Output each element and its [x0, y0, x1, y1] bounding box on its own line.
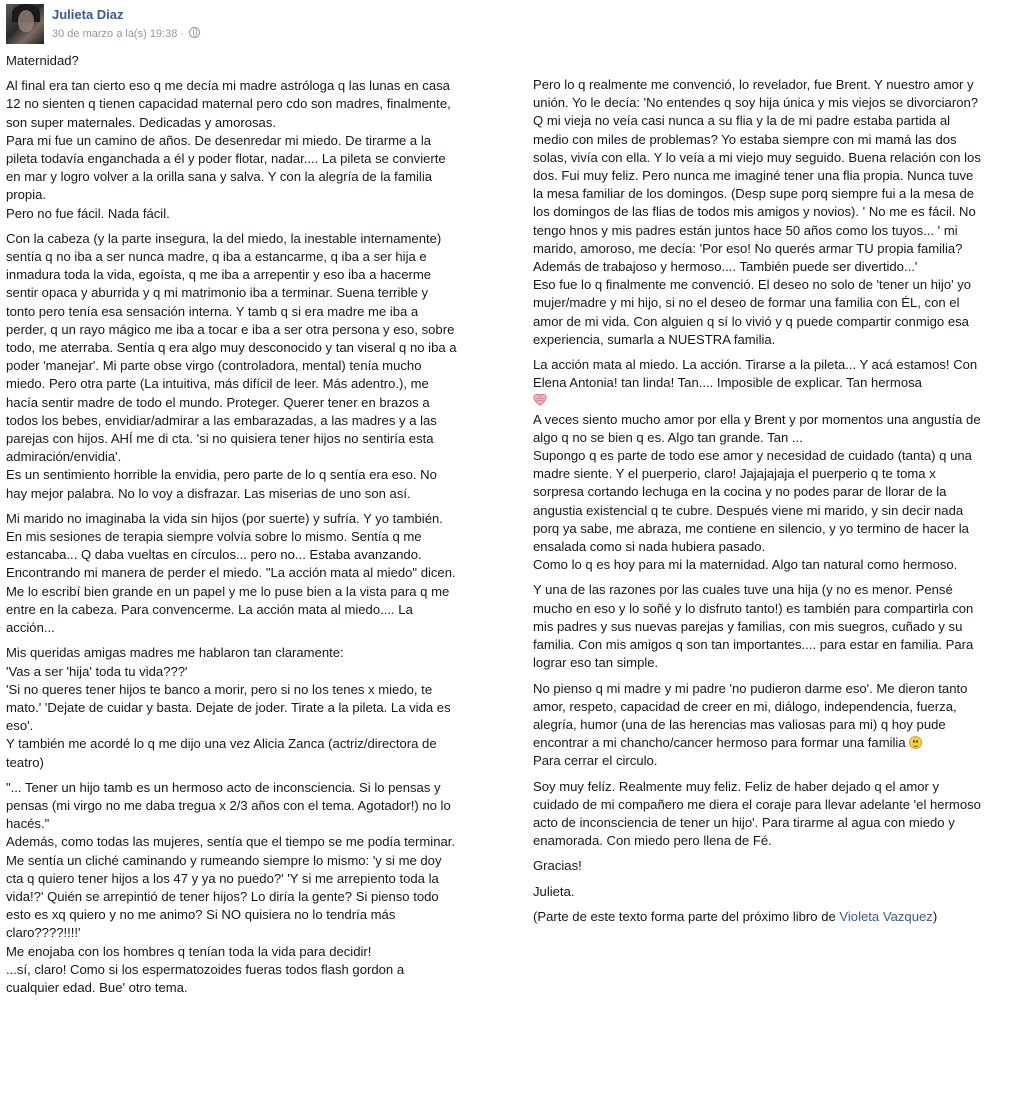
paragraph: Gracias! — [533, 858, 582, 874]
post-meta — [52, 27, 200, 40]
post-header — [6, 2, 606, 46]
paragraph: Pero lo q realmente me convenció, lo revelador, fue Brent. Y nuestro amor y unión. Yo le decía: 'No entendes q soy hija única y mis viejos se divorciaron? Q mi vieja no veía casi nunca a su flia y la de mi padre estaba partida al medio con miles de problemas? Yo estaba siempre con mi mamá las dos solas, vivía con ella. Y lo veía a mi viejo muy seguido. Buena relación con los dos. Fui muy feliz. Pero nunca me imaginé tener una flia propia. Nunca tuve la mesa familiar de los domingos. (Desp supe porq siempre fui a la mesa de los domingos de las flias de todos mis amigos y novios). ' No me es fácil. No tengo hnos y mis padres están juntos hace 50 años como los tuyos... ' mi marido, amoroso, me decía: 'Por eso! No querés armar TU propia familia? Además de trabajoso y hermoso.... También puede ser divertido...' Eso fue lo q finalmente me convenció. El deseo no solo de 'tener un hijo' yo mujer/madre y mi hijo, si no el deseo de formar una familia con ÉL, con el amor de mi vida. Con alguien q sí lo vivió y q puede compartir conmigo esa experiencia, sumarla a NUESTRA familia. — [533, 77, 981, 347]
paragraph: Soy muy felíz. Realmente muy feliz. Feliz de haber dejado q el amor y cuidado de mi compañero me diera el coraje para llevar adelante 'el hermoso acto de inconsciencia de tener un hijo'. Para tirarme al agua con miedo y enamorada. Con miedo pero llena de Fé. — [533, 778, 981, 849]
signature: Julieta. — [533, 883, 575, 899]
globe-icon[interactable] — [189, 27, 200, 38]
paragraph: "... Tener un hijo tamb es un hermoso acto de inconsciencia. Si lo pensas y pensas (mi virgo no me daba tregua x 2/3 años con el tema. Agotador!) no lo hacés." Además, como todas las mujeres, sentía que el tiempo se me podía terminar. Me sentía un cliché caminando y rumeando siempre lo mismo: 'y si me doy cta q quiero tener hijos a los 47 y ya no puedo?' 'Y si me arrepiento toda la vida!?' Quién se arrepintió de tener hijos? Lo diría la gente? Si pienso todo esto es xq quiero y no me animo? Si NO quisiera no lo tendría más claro????!!!!' Me enojaba con los hombres q tenían toda la vida para decidir! ...sí, claro! Como si los espermatozoides fueras todos flash gordon a cualquier edad. Bue' otro tema. — [6, 779, 456, 995]
author-name-link[interactable]: Julieta Diaz — [52, 7, 124, 22]
mention-link[interactable]: Violeta Vazquez — [839, 908, 933, 924]
smiley-emoji-icon — [909, 736, 922, 749]
paragraph-with-emoji — [533, 680, 985, 771]
paragraph-with-link — [533, 908, 985, 926]
post-timestamp[interactable]: 30 de marzo a la(s) 19:38 — [52, 28, 178, 40]
post-body-left-column — [6, 52, 458, 1004]
post-body-right-column — [533, 76, 985, 933]
paragraph: Al final era tan cierto eso q me decía mi madre astróloga q las lunas en casa 12 no sienten q tienen capacidad maternal pero cdo son madres, finalmente, son super maternales. Dedicadas y amorosas. Para mi fue un camino de años. De desenredar mi miedo. De tirarme a la pileta todavía enganchada a él y poder flotar, nadar.... La pileta se convierte en mar y logro volver a la orilla sana y salva. Y con la alegría de la familia propia. Pero no fue fácil. Nada fácil. — [6, 78, 451, 221]
paragraph: Mis queridas amigas madres me hablaron tan claramente: 'Vas a ser 'hija' toda tu vida???' 'Si no queres tener hijos te banco a morir, pero si no los tenes x miedo, te mato.' 'Dejate de cuidar y basta. Dejate de joder. Tirate a la pileta. La vida es eso'. Y también me acordé lo q me dijo una vez Alicia Zanca (actriz/directora de teatro) — [6, 645, 451, 770]
paragraph: Mi marido no imaginaba la vida sin hijos (por suerte) y sufría. Y yo también. En mis sesiones de terapia siempre volvía sobre lo mismo. Sentía q me estancaba... Q daba vueltas en círculos... pero no... Estaba avanzando. Encontrando mi manera de perder el miedo. "La acción mata al miedo" dicen. Me lo escribí bien grande en un papel y me lo puse bien a la vista para q me entre en la cabeza. Para convencerme. La acción mata al miedo.... La acción... — [6, 510, 456, 636]
meta-separator: · — [180, 28, 185, 40]
paragraph-text: ) — [932, 908, 938, 924]
paragraph: Con la cabeza (y la parte insegura, la del miedo, la inestable internamente) sentía q no iba a ser nunca madre, q iba a estancarme, q iba a ser hija e inmadura toda la vida, egoísta, q me iba a arrepentir y eso iba a hacerme sentir opaca y aburrida y q mi matrimonio iba a terminar. Suena terrible y tonto pero tenía esa sensación interna. Y tamb q si era madre me iba a perder, q un rayo mágico me iba a tocar e iba a ser otra persona y eso, sobre todo, me aterraba. Sentía q era algo muy desconocido y tan viseral q no iba a poder 'manejar'. Mi parte obse virgo (controladora, mental) tenía mucho miedo. Pero otra parte (La intuitiva, más difícil de leer. Más adentro.), me hacía sentir madre de todo el mundo. Proteger. Querer tener en brazos a todos los bebes, envidiar/admirar a las embarazadas, a las madres y a las parejas con hijos. AHÍ me di cta. 'si no quisiera tener hijos no sentiría esta admiración/envidia'. Es un sentimiento horrible la envidia, pero parte de lo q sentía era eso. No hay mejor palabra. No lo voy a disfrazar. Las miserias de uno son así. — [6, 230, 457, 501]
paragraph-with-emoji — [533, 356, 985, 574]
paragraph-text: Para cerrar el circulo. — [533, 753, 658, 769]
heart-emoji-icon — [533, 393, 547, 407]
paragraph-text: No pienso q mi madre y mi padre 'no pudieron darme eso'. Me dieron tanto amor, respeto, capacidad de creer en mi, diálogo, independencia, fuerza, alegría, humor (una de las herencias mas valiosas para mi) q hoy pude encontrar a mi chancho/cancer hermoso para formar una familia — [533, 680, 968, 751]
post-title: Maternidad? — [6, 53, 79, 68]
paragraph: Y una de las razones por las cuales tuve una hija (y no es menor. Pensé mucho en eso y lo soñé y lo disfruto tanto!) es también para compartirla con mis padres y sus nuevas parejas y familias, con mis suegros, cuñado y su familia. Con mis amigos q son tan importantes.... para estar en familia. Para lograr eso tan simple. — [533, 582, 974, 671]
paragraph-text: A veces siento mucho amor por ella y Brent y por momentos una angustía de algo q no se bien q es. Algo tan grande. Tan ... Supongo q es parte de todo ese amor y necesidad de cuidado (tanta) q una madre siente. Y el puerperio, claro! Jajajajaja el puerperio q te toma x sorpresa cortando lechuga en la cocina y no podes parar de llorar de la angustia existencial q te cubre. Después viene mi marido, y sin decir nada porq ya sabe, me abraza, me contiene en silencio, y yo termino de hacer la ensalada como si nada hubiera pasado. Como lo q es hoy para mi la maternidad. Algo tan natural como hermoso. — [533, 411, 981, 573]
paragraph-text: La acción mata al miedo. La acción. Tirarse a la pileta... Y acá estamos! Con Elena Antonia! tan linda! Tan.... Imposible de explicar. Tan hermosa — [533, 357, 978, 391]
author-avatar[interactable] — [6, 4, 44, 44]
paragraph-text: (Parte de este texto forma parte del próximo libro de — [533, 908, 840, 924]
